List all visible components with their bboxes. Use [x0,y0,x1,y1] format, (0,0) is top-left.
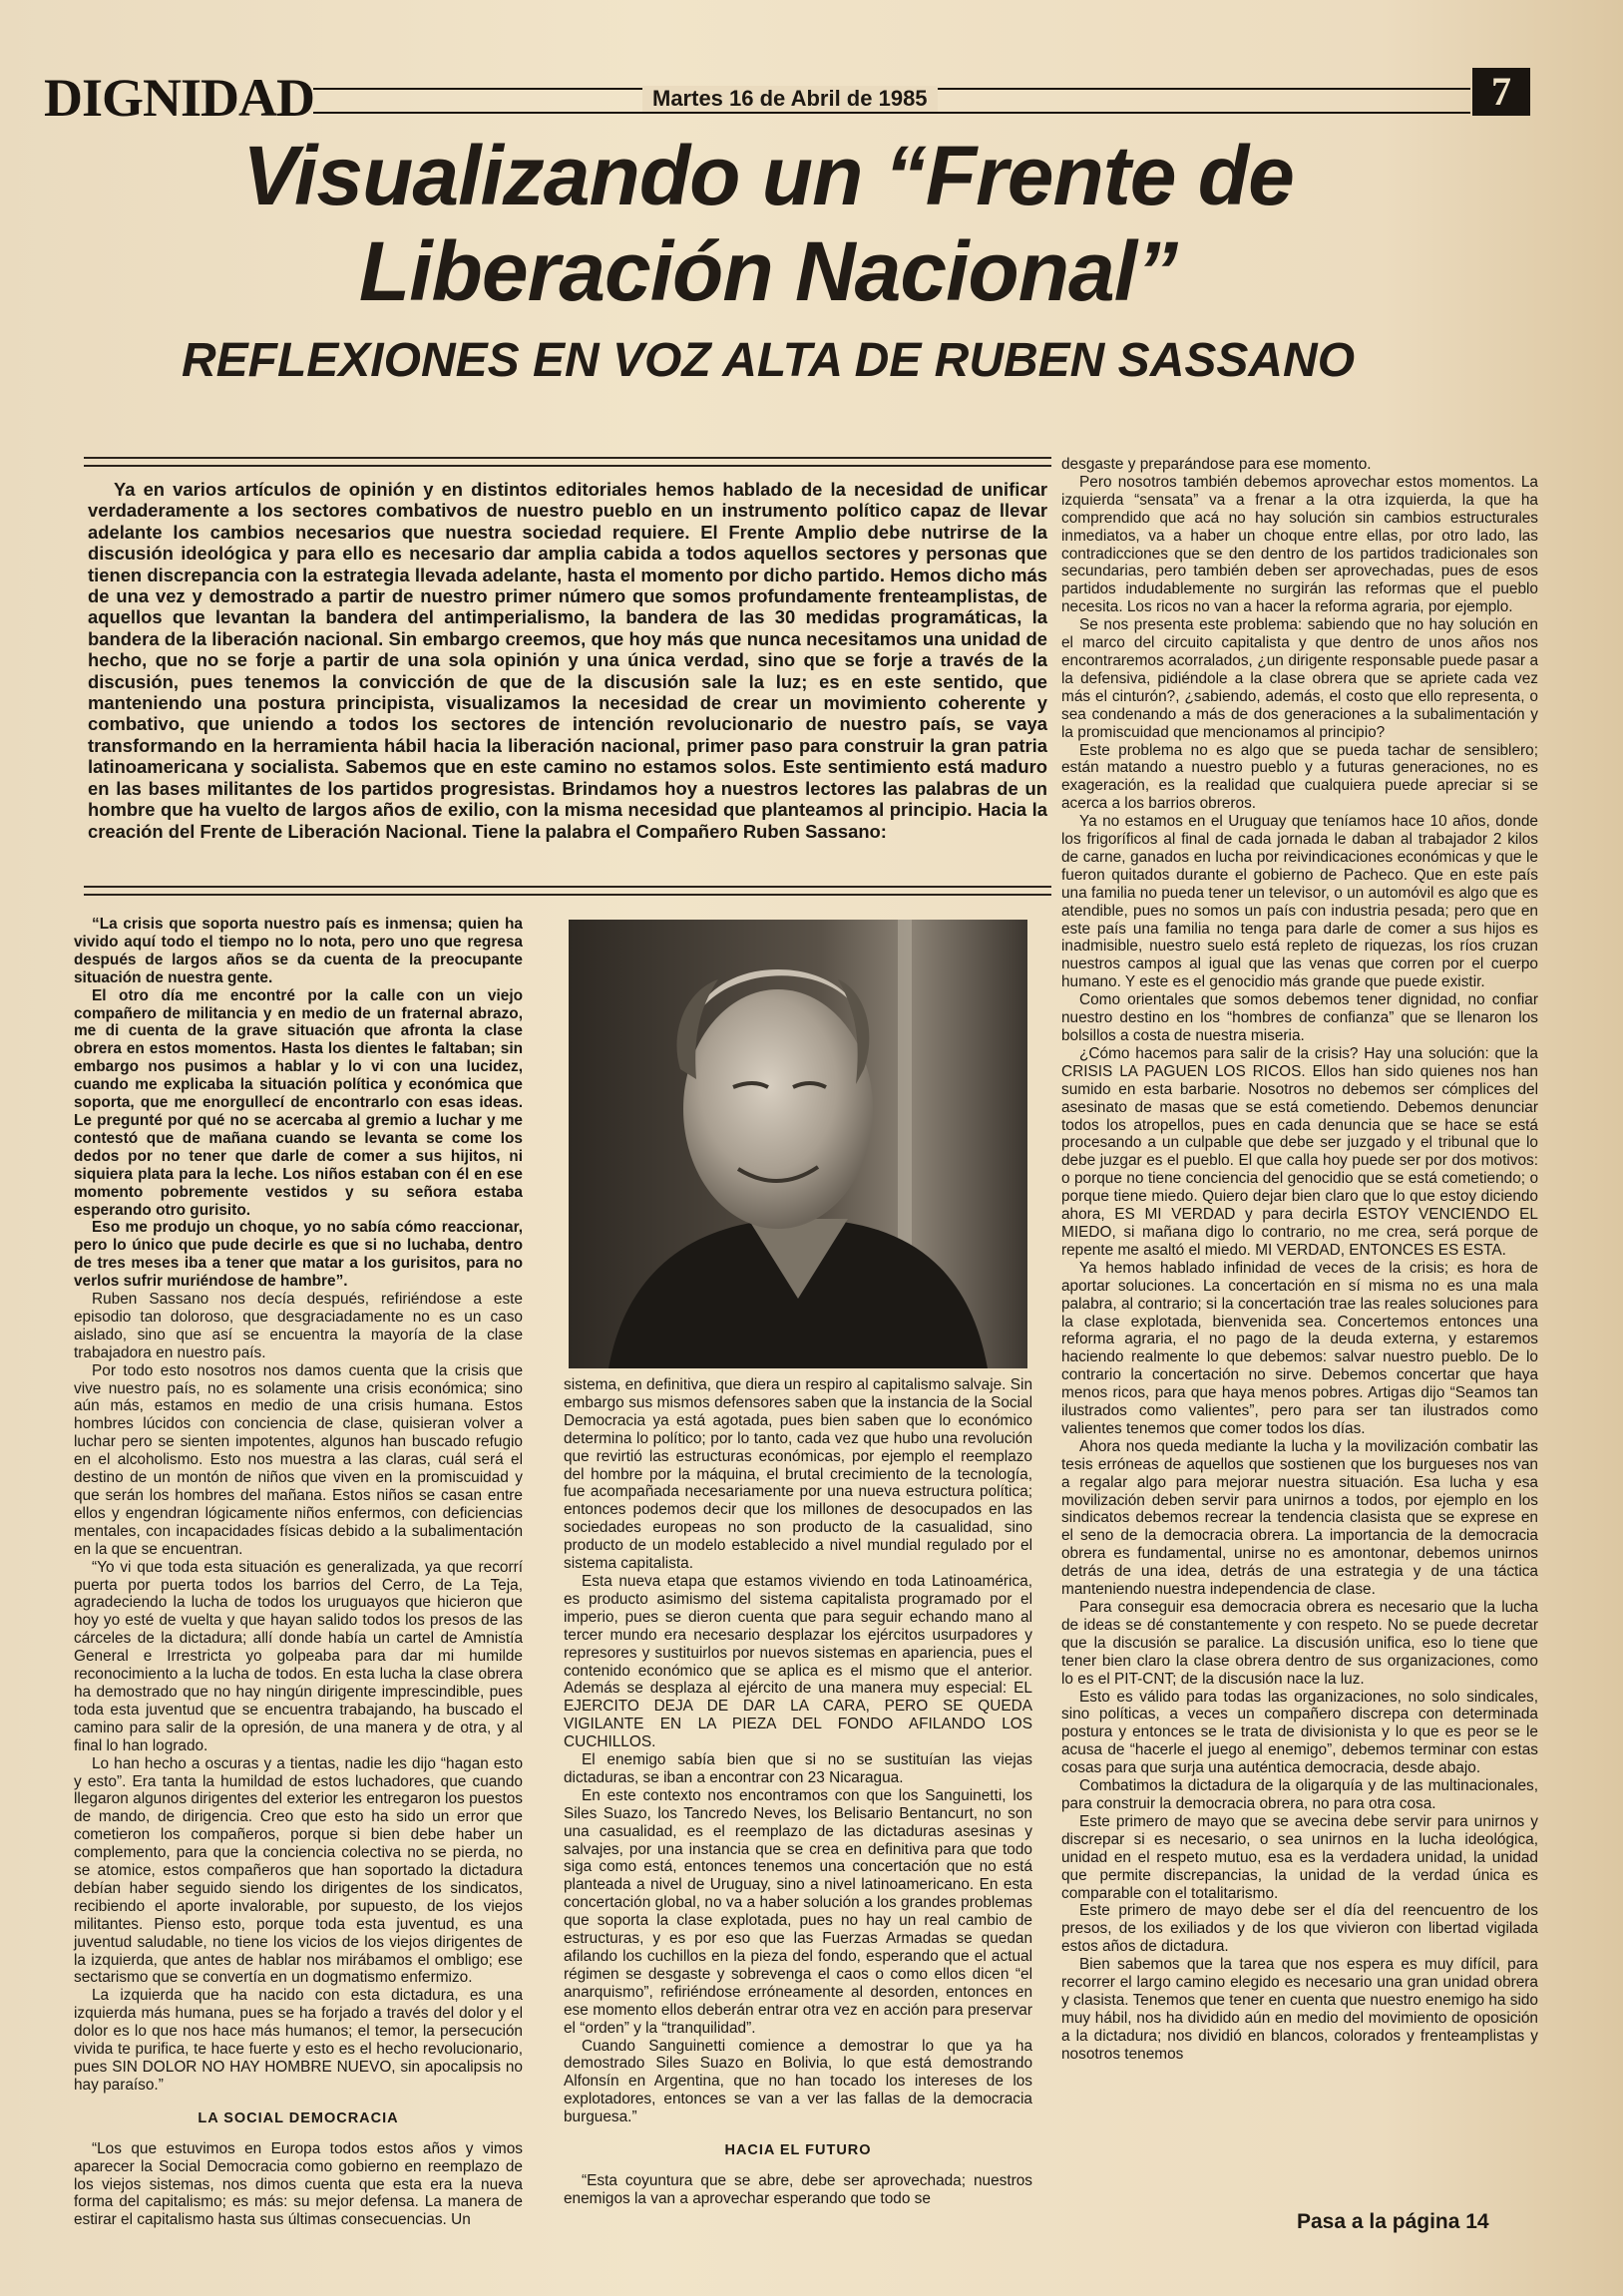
paragraph: Se nos presenta este problema: sabiendo que no hay solución en el marco del circuito capitalista y que dentro de unos años nos encontraremos acorralados, ¿un dirigente responsable puede pasar a la defensiva, pidiéndole a la clase obrera que se apriete cada vez más el cinturón?, ¿sabiendo, además, el costo que ello representa, o sea condenando a más de dos generaciones a la subalimentación y la promiscuidad que mencionamos al principio? [1061,616,1538,741]
paragraph: Ya hemos hablado infinidad de veces de la crisis; es hora de aportar soluciones. La concertación en sí misma no es una mala palabra, al contrario; si la concertación trae las reales soluciones para la clase explotada, bienvenida sea. Concertemos entonces una reforma agraria, el no pago de la deuda externa, y estaremos haciendo realmente lo que debemos: salvar nuestro pueblo. De lo contrario la concertación no sirve. Debemos concertar que haya menos ricos, para que haya menos pobres. Artigas dijo “Seamos tan ilustrados como valientes”, pero para ser tan ilustrados como valientes tenemos que comer todos los días. [1061,1259,1538,1437]
portrait-image [569,920,1027,1368]
paragraph: Como orientales que somos debemos tener dignidad, no confiar nuestro destino en los “hombres de confianza” que se llenaron los bolsillos a costa de nuestra miseria. [1061,991,1538,1044]
page-number: 7 [1472,68,1530,116]
paragraph: Ruben Sassano nos decía después, refiriéndose a este episodio tan doloroso, que desgraciadamente no es un caso aislado, sino que así se encuentra la mayoría de la clase trabajadora en nuestro país. [74,1291,523,1361]
intro-paragraph: Ya en varios artículos de opinión y en distintos editoriales hemos hablado de la necesidad de unificar verdaderamente a los sectores combativos de nuestro pueblo en un instrumento político capaz de llevar adelante los cambios necesarios que nuestra sociedad requiere. El Frente Amplio debe nutrirse de la discusión ideológica y para ello es necesario dar amplia cabida a todos aquellos sectores y personas que tienen discrepancia con la estrategia llevada adelante, hasta el momento por dicho partido. Hemos dicho más de una vez y demostrado a partir de nuestro primer número que somos profundamente frenteamplistas, de aquellos que levantan la bandera del antimperialismo, la bandera de las 30 medidas programáticas, la bandera de la liberación nacional. Sin embargo creemos, que hoy más que nunca necesitamos una unidad de hecho, que no se forje a partir de una sola opinión y una única verdad, sino que se forje a través de la discusión, pues tenemos la convicción de que de la discusión sale la luz; es en este sentido, que manteniendo una postura principista, visualizamos la necesidad de crear un movimiento coherente y combativo, que uniendo a todos los sectores de intención revolucionario de nuestro país, se vaya transformando en la herramienta hábil hacia la liberación nacional, primer paso para construir la gran patria latinoamericana y socialista. Sabemos que en este camino no estamos solos. Este sentimiento está maduro en las bases militantes de los partidos progresistas. Brindamos hoy a nuestros lectores las palabras de un hombre que ha vuelto de largos años de exilio, con la misma necesidad que planteamos al principio. Hacia la creación del Frente de Liberación Nacional. Tiene la palabra el Compañero Ruben Sassano: [88,479,1047,842]
paragraph: Lo han hecho a oscuras y a tientas, nadie les dijo “hagan esto y esto”. Era tanta la humildad de estos luchadores, que cuando llegaron algunos dirigentes del exterior les entregaron los puestos de mando, de dirigencia. Creo que esto ha sido un error que cometieron los compañeros, porque si bien debe haber un complemento, para que la conciencia colectiva no se pierda, no se atomice, estos compañeros que han soportado la dictadura debían haber seguido siendo los dirigentes de los sindicatos, recibiendo el aporte invalorable, por supuesto, de los viejos militantes. Pienso esto, porque toda esta juventud, es una juventud saludable, no tiene los vicios de los viejos dirigentes de la izquierda, que antes de hablar nos mirábamos el ombligo; ese sectarismo que se convertía en un dogmatismo enfermizo. [74,1754,523,1987]
page-header [44,66,1530,130]
paragraph: Bien sabemos que la tarea que nos espera es muy difícil, para recorrer el largo camino elegido es necesario una gran unidad obrera y clasista. Tenemos que tener en cuenta que nuestro enemigo ha sido muy hábil, nos ha dividido aún en medio del movimiento de oposición a la dictadura; nos dividió en blancos, colorados y frenteamplistas y nosotros tenemos [1061,1956,1538,2063]
paragraph: El enemigo sabía bien que si no se sustituían las viejas dictaduras, se iban a encontrar con 23 Nicaragua. [564,1751,1032,1786]
paragraph: ¿Cómo hacemos para salir de la crisis? Hay una solución: que la CRISIS LA PAGUEN LOS RICOS. Ellos han sido quienes nos han sumido en esta barbarie. Nosotros no debemos ser cómplices del asesinato de masas que se está cometiendo. Debemos denunciar todos los atropellos, pues en cada denuncia que se hace se está procesando a un culpable que debe ser juzgado y el tribunal que lo debe juzgar es el pueblo. El que calla hoy puede ser por dos motivos: o porque no tiene conciencia del genocidio que se está cometiendo; o porque tiene miedo. Quiero dejar bien claro que lo que estoy diciendo ahora, ES MI VERDAD y para decirla ESTOY VENCIENDO EL MIEDO, si mañana digo lo contrario, no me crea, será porque de repente me asaltó el miedo. MI VERDAD, ENTONCES ES ESTA. [1061,1044,1538,1259]
article-column-1 [74,916,523,2229]
portrait-photo [569,920,1027,1368]
paragraph: Eso me produjo un choque, yo no sabía cómo reaccionar, pero lo único que pude decirle es que si no luchaba, dentro de tres meses iba a tener que matar a los gurisitos, para no verlos sufrir muriéndose de hambre”. [74,1219,523,1291]
paragraph: La izquierda que ha nacido con esta dictadura, es una izquierda más humana, pues se ha forjado a través del dolor y el dolor es lo que nos hace más humanos; el temor, la persecución vivida te purifica, te hace fuerte y esto es el hecho revolucionario, pues SIN DOLOR NO HAY HOMBRE NUEVO, sin apocalipsis no hay paraíso.” [74,1987,523,2094]
paragraph: “Los que estuvimos en Europa todos estos años y vimos aparecer la Social Democracia como gobierno en reemplazo de los viejos sistemas, nos dimos cuenta que esta era la nueva forma del capitalismo; es más: su mejor defensa. La manera de estirar el capitalismo hasta sus últimas consecuencias. Un [74,2139,523,2229]
paragraph: Pero nosotros también debemos aprovechar estos momentos. La izquierda “sensata” va a frenar a la otra izquierda, la que ha comprendido que acá no hay solución sin cambios estructurales inmediatos, va a haber un choque entre ellas, por otro lado, las contradicciones que se den dentro de los partidos tradicionales son secundarias, pero también deben ser aprovechadas, pues de esos partidos indudablemente no surgirán las reformas que el pueblo necesita. Los ricos no van a hacer la reforma agraria, por ejemplo. [1061,473,1538,616]
paragraph: Este primero de mayo que se avecina debe servir para unirnos y discrepar si es necesario, o sea unirnos en la lucha ideológica, unidad en el respeto mutuo, esa es la verdadera unidad, la unidad que permite discrepancias, la unidad de la verdad única es comparable con el totalitarismo. [1061,1812,1538,1902]
paragraph: Para conseguir esa democracia obrera es necesario que la lucha de ideas se dé constantemente y con respeto. No se puede decretar que la discusión se paralice. La discusión unifica, eso lo tiene que tener bien claro la clase obrera dentro de sus organizaciones, como lo es el PIT-CNT; de la discusión nace la luz. [1061,1599,1538,1688]
article-column-2 [564,1376,1032,2208]
paragraph: “Yo vi que toda esta situación es generalizada, ya que recorrí puerta por puerta todos los barrios del Cerro, de La Teja, agradeciendo la lucha de todos los uruguayos que hicieron que hoy yo esté de vuelta y que hayan salido todos los presos de las cárceles de la dictadura; allí donde había un cartel de Amnistía General e Irrestricta yo golpeaba para dar mi humilde reconocimiento a la lucha de todos. En esta lucha la clase obrera ha demostrado que no hay ningún dirigente imprescindible, pues toda esta juventud que se encuentra trabajando, ha buscado el camino para salir de la opresión, de una manera y de otra, y al final lo han logrado. [74,1558,523,1754]
paragraph: sistema, en definitiva, que diera un respiro al capitalismo salvaje. Sin embargo sus mismos defensores saben que la instancia de la Social Democracia ya está agotada, pues bien saben que lo económico determina lo político; por lo tanto, cada vez que hubo una revolución que revirtió las estructuras económicas, por ejemplo el reemplazo del hombre por la máquina, el brutal crecimiento de la tecnología, fue acompañada necesariamente por una nueva estructura política; entonces podemos decir que los millones de desocupados en las sociedades europeas no son producto de la casualidad, sino producto de un modelo establecido a nivel mundial regulado por el sistema capitalista. [564,1376,1032,1573]
paragraph: “La crisis que soporta nuestro país es inmensa; quien ha vivido aquí todo el tiempo no lo nota, pero uno que regresa después de largos años se da cuenta de la preocupante situación de nuestra gente. [74,916,523,986]
section-heading: LA SOCIAL DEMOCRACIA [198,2109,399,2126]
article-column-3 [1061,456,1538,2064]
issue-date: Martes 16 de Abril de 1985 [642,86,938,112]
paragraph: Este primero de mayo debe ser el día del reencuentro de los presos, de los exiliados y de los que vivieron con libertad vigilada estos años de dictadura. [1061,1902,1538,1956]
section-heading: HACIA EL FUTURO [724,2142,872,2159]
paragraph: Este problema no es algo que se pueda tachar de sensiblero; están matando a nuestro pueblo y a futuras generaciones, no es exageración, es la realidad que cualquiera puede apreciar si se acerca a los barrios obreros. [1061,741,1538,813]
intro-top-rule [84,457,1051,467]
masthead: DIGNIDAD [44,68,315,128]
paragraph: En este contexto nos encontramos con que los Sanguinetti, los Siles Suazo, los Tancredo Neves, los Belisario Bentancurt, no son una casualidad, es el reemplazo de las dictaduras asesinas y salvajes, por una instancia que se crea en definitiva para que todo siga como está, entonces tenemos una concertación que no está planteada a nivel de Uruguay, sino a nivel latinoamericano. En esta concertación global, no va a haber solución a los grandes problemas que soporta la clase explotada, pues no hay un real cambio de estructuras, y es por eso que las Fuerzas Armadas se quedan afilando los cuchillos en la pieza del fondo, esperando que el actual régimen se desgaste y sobrevenga el caos o como ellos dicen “el anarquismo”, refiriéndose erróneamente al desorden, entonces en ese momento ellos deberán entrar otra vez en acción para preservar el “orden” y la “tranquilidad”. [564,1786,1032,2037]
headline: Visualizando un “Frente de Liberación Nacional” [242,129,1294,318]
intro-bottom-rule [84,886,1051,896]
continued-note: Pasa a la página 14 [1297,2210,1489,2233]
subheadline: REFLEXIONES EN VOZ ALTA DE RUBEN SASSANO [181,334,1356,387]
paragraph: Por todo esto nosotros nos damos cuenta que la crisis que vive nuestro país, no es solamente una crisis económica; sino aún más, estamos en medio de una crisis humana. Estos hombres lúcidos con conciencia de clase, quisieran volver a luchar pero se sienten impotentes, algunos han buscado refugio en el alcoholismo. Esto nos muestra a las claras, cuál será el destino de un montón de niños que viven en la promiscuidad y que serán los hombres del mañana. Estos niños se casan entre ellos y engendran lógicamente niños enfermos, con deficiencias mentales, con incapacidades físicas debido a la subalimentación en la que se encuentran. [74,1361,523,1558]
paragraph: Ya no estamos en el Uruguay que teníamos hace 10 años, donde los frigoríficos al final de cada jornada le daban al trabajador 2 kilos de carne, ganados en lucha por reivindicaciones económicas y que le fueron quitados durante el gobierno de Pacheco. Que en este país una familia no pueda tener un televisor, o un automóvil es algo que es atendible, pues no somos un país con industria pesada; pero que en este país una familia no tenga para darle de comer a sus hijos es inadmisible, nuestro suelo está repleto de riquezas, los ríos cruzan nuestros campos al igual que las venas que corren por el cuerpo humano. Y este es el genocidio más grande que puede existir. [1061,813,1538,991]
paragraph: “Esta coyuntura que se abre, debe ser aprovechada; nuestros enemigos la van a aprovechar esperando que todo se [564,2171,1032,2207]
paragraph: Cuando Sanguinetti comience a demostrar lo que ya ha demostrado Siles Suazo en Bolivia, lo que está demostrando Alfonsín en Argentina, que no han tocado los intereses de los explotadores, entonces se van a ver las fallas de la democracia burguesa.” [564,2037,1032,2126]
header-rule [313,112,1470,114]
paragraph: Combatimos la dictadura de la oligarquía y de las multinacionales, para construir la democracia obrera, no para otra cosa. [1061,1777,1538,1812]
paragraph: Esta nueva etapa que estamos viviendo en toda Latinoamérica, es producto asimismo del sistema capitalista programado por el imperio, pues se dieron cuenta que para seguir echando mano al tercer mundo era necesario desplazar los ejércitos usurpadores y represores y sustituirlos por nuevos sistemas en apariencia, pues el contenido económico que se aplica es el mismo que el anterior. Además se desplaza al ejército de una manera muy especial: EL EJERCITO DEJA DE DAR LA CARA, PERO SE QUEDA VIGILANTE EN LA PIEZA DEL FONDO AFILANDO LOS CUCHILLOS. [564,1572,1032,1751]
paragraph: desgaste y preparándose para ese momento. [1061,456,1372,473]
paragraph: Esto es válido para todas las organizaciones, no solo sindicales, sino políticas, a veces un compañero discrepa con determinada postura y entonces se le trata de divisionista y lo que es peor se le acusa de “hacerle el juego al enemigo”, debemos terminar con estas cosas para que surja una auténtica democracia, desde abajo. [1061,1688,1538,1777]
paragraph: Ahora nos queda mediante la lucha y la movilización combatir las tesis erróneas de aquellos que sostienen que los burgueses nos van a regalar algo para mejorar nuestra situación. Esa lucha y esa movilización deben servir para unirnos a todos, por ejemplo en los sindicatos debemos recrear la tendencia clasista que se exprese en el seno de la democracia obrera. La importancia de la democracia obrera es fundamental, unirse no es amontonar, debemos unirnos detrás de una idea, detrás de una estrategia y de una táctica manteniendo nuestra independencia de clase. [1061,1437,1538,1599]
paragraph: El otro día me encontré por la calle con un viejo compañero de militancia y en medio de un fraternal abrazo, me di cuenta de la grave situación que afronta la clase obrera en estos momentos. Hasta los dientes le faltaban; sin embargo nos pusimos a hablar y lo vi con una lucidez, cuando me explicaba la situación política y económica que soporta, que me enorgullecí de encontrarlo con esas ideas. Le pregunté por qué no se acercaba al gremio a luchar y me contestó que de mañana cuando se levanta se come los dedos por no tener que darle de comer a sus hijitos, ni siquiera plata para la leche. Los niños estaban con él en ese momento pobremente vestidos y su señora estaba esperando otro gurisito. [74,986,523,1219]
